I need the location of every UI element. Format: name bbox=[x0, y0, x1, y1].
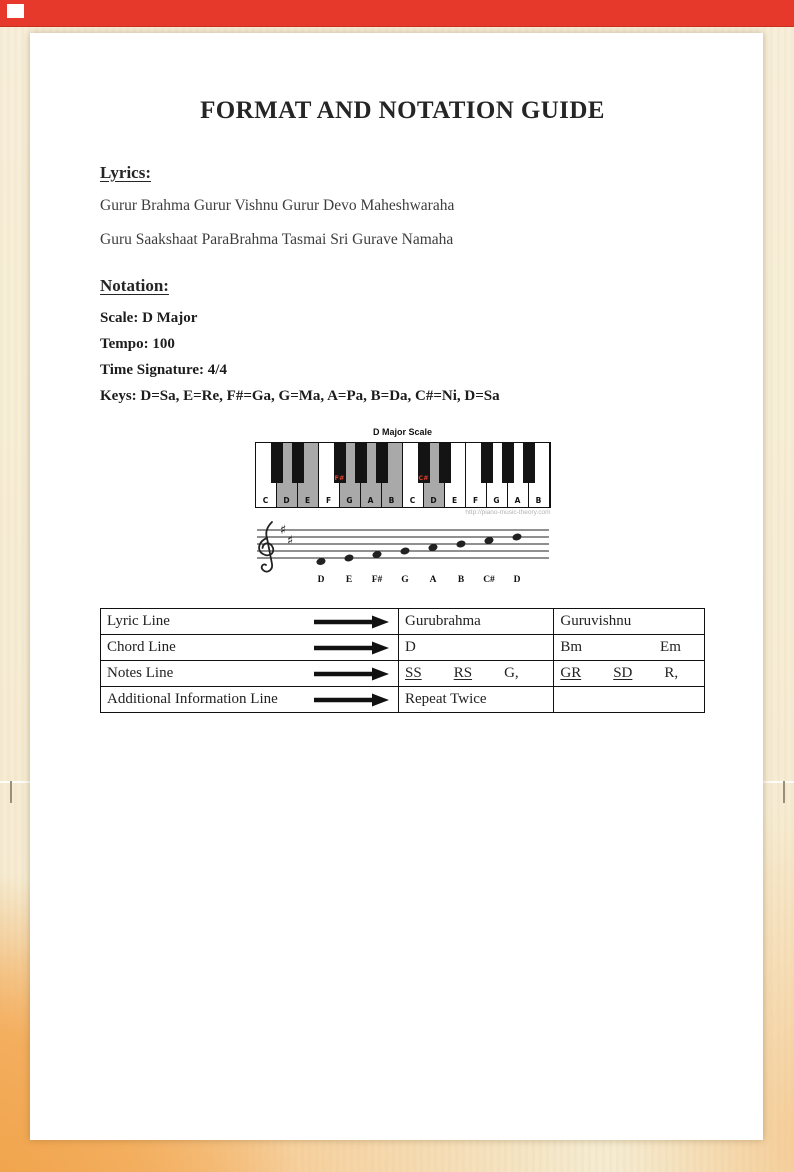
cell-text: Bm bbox=[560, 639, 583, 656]
piano-black-key-label: C# bbox=[418, 474, 429, 483]
note-head bbox=[399, 547, 410, 556]
piano-key-label: F bbox=[325, 496, 332, 506]
piano-key-label: G bbox=[346, 496, 353, 506]
piano-figure-title: D Major Scale bbox=[372, 427, 433, 438]
cell-text: Repeat Twice bbox=[405, 691, 487, 708]
piano-key-label: A bbox=[514, 496, 521, 506]
table-cell-label bbox=[101, 609, 399, 635]
piano-black-key bbox=[271, 443, 283, 483]
table-cell-label bbox=[101, 635, 399, 661]
note-label: B bbox=[457, 575, 464, 586]
staff-notation-image bbox=[243, 518, 563, 590]
piano-black-key bbox=[292, 443, 304, 483]
note-head bbox=[455, 540, 466, 549]
right-arrow-icon bbox=[312, 615, 390, 629]
row-label: Lyric Line bbox=[107, 613, 170, 630]
margin-mark-line-right bbox=[763, 781, 794, 783]
cell-text: GR bbox=[560, 665, 582, 682]
document-content bbox=[30, 97, 763, 713]
treble-clef-icon bbox=[259, 522, 273, 572]
piano-keyboard-image bbox=[255, 442, 551, 508]
cell-text: R, bbox=[664, 665, 679, 682]
piano-black-key bbox=[523, 443, 535, 483]
note-label: G bbox=[400, 575, 409, 586]
piano-black-key bbox=[376, 443, 388, 483]
d-major-scale-figure bbox=[100, 427, 705, 590]
table-cell-value bbox=[399, 687, 554, 713]
lyric-line-1: Gurur Brahma Gurur Vishnu Gurur Devo Maheshwaraha bbox=[100, 197, 455, 214]
keys-mapping-line: Keys: D=Sa, E=Re, F#=Ga, G=Ma, A=Pa, B=Da, C#=Ni, D=Sa bbox=[100, 388, 500, 405]
cell-text: Em bbox=[660, 639, 681, 656]
key-signature-sharp-icon: ♯ bbox=[286, 533, 293, 549]
table-cell-value bbox=[554, 687, 705, 713]
table-row bbox=[101, 635, 705, 661]
top-red-bar bbox=[0, 0, 794, 27]
note-head bbox=[343, 554, 354, 563]
cell-text: Gurubrahma bbox=[405, 613, 481, 630]
table-cell-value bbox=[554, 661, 705, 687]
margin-mark-tick-right bbox=[783, 781, 785, 803]
table-row bbox=[101, 687, 705, 713]
page-title: FORMAT AND NOTATION GUIDE bbox=[200, 97, 605, 124]
cell-text: G, bbox=[504, 665, 519, 682]
cell-text: SD bbox=[613, 665, 633, 682]
table-cell-label bbox=[101, 661, 399, 687]
table-cell-label bbox=[101, 687, 399, 713]
right-arrow-icon bbox=[312, 693, 390, 707]
cell-text: RS bbox=[453, 665, 473, 682]
note-label: E bbox=[345, 575, 352, 586]
cell-text: D bbox=[405, 639, 416, 656]
piano-black-key-csharp bbox=[418, 443, 430, 483]
notation-heading: Notation: bbox=[100, 275, 169, 295]
piano-key-label: A bbox=[367, 496, 374, 506]
piano-black-key bbox=[481, 443, 493, 483]
piano-key-label: C bbox=[409, 496, 416, 506]
piano-black-key-fsharp bbox=[334, 443, 346, 483]
tempo-line: Tempo: 100 bbox=[100, 336, 175, 353]
piano-black-key-label: F# bbox=[334, 474, 345, 483]
piano-key-label: D bbox=[283, 496, 290, 506]
piano-key-label: E bbox=[451, 496, 458, 506]
cell-text: Guruvishnu bbox=[560, 613, 632, 630]
table-row bbox=[101, 661, 705, 687]
note-label: D bbox=[317, 575, 324, 586]
table-cell-value bbox=[399, 661, 554, 687]
format-table bbox=[100, 608, 705, 713]
scale-line: Scale: D Major bbox=[100, 310, 198, 327]
right-arrow-icon bbox=[312, 641, 390, 655]
piano-black-key bbox=[502, 443, 514, 483]
cell-text: SS bbox=[405, 665, 422, 682]
top-bar-notch bbox=[7, 4, 24, 18]
key-signature-sharp-icon: ♯ bbox=[279, 523, 286, 539]
lyrics-heading: Lyrics: bbox=[100, 162, 151, 182]
note-head bbox=[511, 533, 522, 542]
piano-black-key bbox=[355, 443, 367, 483]
piano-key-label: F bbox=[472, 496, 479, 506]
lyric-line-2: Guru Saakshaat ParaBrahma Tasmai Sri Gurave Namaha bbox=[100, 230, 454, 248]
note-label: C# bbox=[482, 575, 495, 586]
margin-mark-tick-left bbox=[10, 781, 12, 803]
piano-black-key bbox=[439, 443, 451, 483]
right-arrow-icon bbox=[312, 667, 390, 681]
table-cell-value bbox=[554, 609, 705, 635]
piano-key-label: E bbox=[304, 496, 311, 506]
piano-key-label: B bbox=[535, 496, 542, 506]
document-page bbox=[30, 33, 763, 1140]
note-label: D bbox=[513, 575, 520, 586]
table-row bbox=[101, 609, 705, 635]
piano-key-label: G bbox=[493, 496, 500, 506]
piano-key-label: B bbox=[388, 496, 395, 506]
row-label: Notes Line bbox=[107, 665, 174, 682]
table-cell-value bbox=[399, 609, 554, 635]
table-cell-value bbox=[399, 635, 554, 661]
row-label: Chord Line bbox=[107, 639, 176, 656]
row-label: Additional Information Line bbox=[107, 691, 278, 708]
note-label: F# bbox=[371, 575, 382, 586]
note-label: A bbox=[429, 575, 436, 586]
piano-key-label: D bbox=[430, 496, 437, 506]
time-signature-line: Time Signature: 4/4 bbox=[100, 362, 227, 379]
margin-mark-line-left bbox=[0, 781, 30, 783]
table-cell-value bbox=[554, 635, 705, 661]
piano-key-label: C bbox=[262, 496, 269, 506]
figure-watermark: http://piano-music-theory.com bbox=[465, 509, 551, 517]
